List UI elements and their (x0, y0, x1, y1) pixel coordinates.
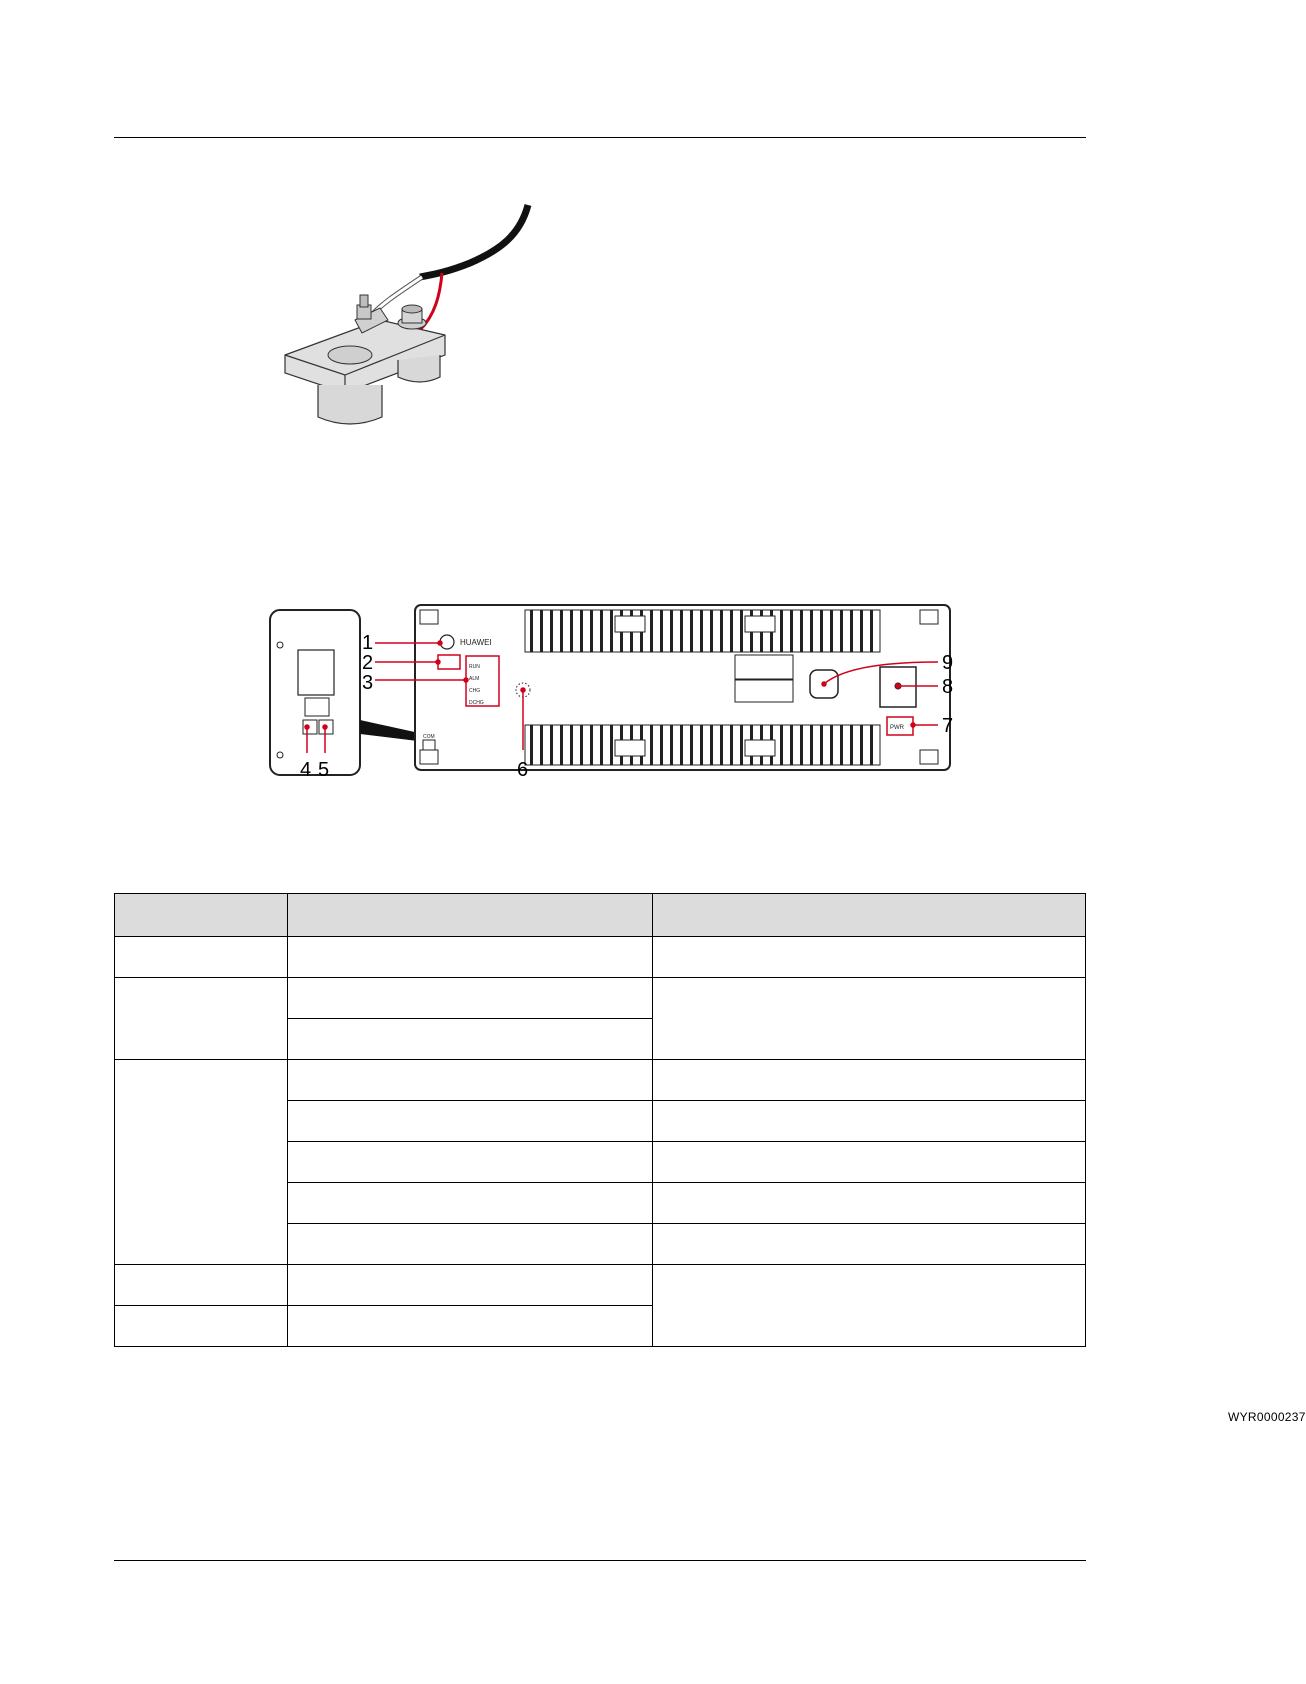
table-cell (288, 1019, 653, 1060)
brand-label: HUAWEI (460, 638, 492, 647)
led-label-chg: CHG (469, 688, 481, 694)
footer-rule (114, 1560, 1086, 1561)
pwr-label: PWR (890, 725, 904, 731)
table-cell (653, 1060, 1086, 1101)
battery-panel-illustration (270, 600, 1050, 800)
callout-1: 1 (362, 632, 374, 654)
callout-6: 6 (517, 759, 529, 781)
busbar-terminal-figure (270, 195, 560, 460)
com-label: COM (423, 734, 435, 740)
callout-4: 4 (300, 759, 312, 781)
table-cell (288, 978, 653, 1019)
led-label-dchg: DCHG (469, 700, 484, 706)
header-rule (114, 137, 1086, 138)
table-cell (288, 1183, 653, 1224)
table-cell (288, 937, 653, 978)
led-label-alm: ALM (469, 676, 480, 682)
table-cell (653, 978, 1086, 1060)
table-cell (653, 937, 1086, 978)
busbar-terminal-illustration (270, 195, 560, 460)
table-row (115, 1060, 1086, 1101)
callout-8: 8 (942, 676, 954, 698)
table-header-cell (288, 894, 653, 937)
callout-5: 5 (318, 759, 330, 781)
table-cell (288, 1306, 653, 1347)
table-row (115, 1265, 1086, 1306)
component-table (114, 893, 1086, 1347)
figure-code: WYR0000237 (1228, 1410, 1306, 1424)
callout-2: 2 (362, 652, 374, 674)
table-cell (115, 937, 288, 978)
table-cell (115, 1060, 288, 1265)
table-cell (653, 1265, 1086, 1347)
table-cell (288, 1265, 653, 1306)
led-label-run: RUN (469, 664, 480, 670)
callout-9: 9 (942, 652, 954, 674)
table-cell (288, 1060, 653, 1101)
table-cell (288, 1224, 653, 1265)
table-cell (653, 1183, 1086, 1224)
table-row (115, 937, 1086, 978)
table-header-cell (115, 894, 288, 937)
table-row (115, 978, 1086, 1019)
callout-7: 7 (942, 715, 954, 737)
table-cell (288, 1101, 653, 1142)
table-header-row (115, 894, 1086, 937)
table-cell (115, 978, 288, 1060)
battery-panel-figure (270, 600, 1306, 1424)
table-cell (115, 1306, 288, 1347)
callout-3: 3 (362, 672, 374, 694)
table-cell (653, 1142, 1086, 1183)
table-cell (288, 1142, 653, 1183)
table-cell (653, 1224, 1086, 1265)
table-cell (115, 1265, 288, 1306)
table-header-cell (653, 894, 1086, 937)
table-cell (653, 1101, 1086, 1142)
